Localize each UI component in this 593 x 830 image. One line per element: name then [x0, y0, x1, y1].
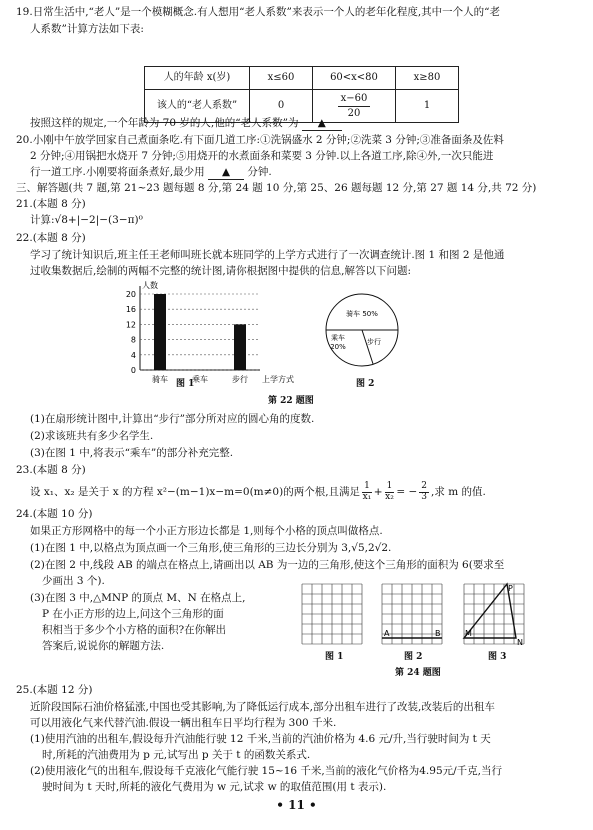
q24-part3d: 答案后,说说你的解题方法.	[42, 640, 165, 652]
pie-label-line: 20%	[330, 343, 346, 351]
q22-part1: (1)在扇形统计图中,计算出“步行”部分所对应的圆心角的度数.	[30, 413, 315, 425]
q20-line2: 2 分钟;④用锅把水烧开 7 分钟;⑤用烧开的水煮面条和菜要 3 分钟.以上各道工序,除④外,一次只能进	[30, 150, 494, 162]
grid3-caption: 图 3	[488, 652, 507, 662]
grid-figure1	[300, 582, 364, 646]
q23-plus: +	[373, 486, 383, 499]
page-number: • 11 •	[276, 798, 317, 812]
bar	[154, 294, 166, 370]
q24-head: 24.(本题 10 分)	[16, 508, 93, 520]
grid2-caption: 图 2	[404, 652, 423, 662]
q24-part2b: 少画出 3 个).	[42, 575, 105, 587]
q23-frac3-num: 2	[421, 481, 428, 491]
pie-slice-label: 步行	[367, 338, 381, 346]
fraction-denominator: 20	[347, 107, 361, 119]
q21-head: 21.(本题 8 分)	[16, 198, 86, 210]
y-tick-label: 12	[125, 320, 136, 330]
q19-line3	[30, 116, 342, 131]
grid-figure3	[462, 582, 526, 646]
label-n: N	[517, 638, 523, 647]
table-cell-range3: x≥80	[396, 67, 459, 90]
q25-line5: (2)使用液化气的出租车,假设每千克液化气能行驶 15~16 千米,当前的液化气价格为4.95元/千克,当行	[30, 765, 502, 777]
q25-line3: (1)使用汽油的出租车,假设每升汽油能行驶 12 千米,当前的汽油价格为 4.6 元/升,当行驶时间为 t 天	[30, 733, 491, 745]
q25-line2: 可以用液化气来代替汽油.假设一辆出租车日平均行程为 300 千米.	[30, 717, 337, 729]
q25-line6: 驶时间为 t 天时,所耗的液化气费用为 w 元,试求 w 的取值范围(用 t 表示).	[42, 781, 387, 793]
q22-head: 22.(本题 8 分)	[16, 232, 86, 244]
pie-label-line: 乘车	[331, 334, 345, 342]
y-axis-label: 人数	[142, 281, 158, 290]
label-a: A	[384, 629, 390, 638]
q24-part3b: P 在小正方形的边上,问这个三角形的面	[42, 608, 224, 620]
figure22-caption: 第 22 题图	[268, 396, 314, 406]
q20-line3-text: 行一道工序.小刚要将面条煮好,最少用	[30, 166, 205, 178]
q24-intro: 如果正方形网格中的每一个小正方形边长都是 1,则每个小格的顶点叫做格点.	[30, 525, 383, 537]
q23-head: 23.(本题 8 分)	[16, 464, 86, 476]
q21-body: 计算:√8+|−2|−(3−π)⁰	[30, 214, 143, 226]
q23-body	[30, 482, 486, 503]
x-tick-label: 乘车	[192, 375, 208, 384]
q20-line1: 20.小刚中午放学回家自己煮面条吃.有下面几道工序:①洗锅盛水 2 分钟;②洗菜 3 分钟;③准备面条及佐料	[16, 134, 504, 146]
x-axis-label: 上学方式	[262, 375, 294, 384]
y-tick-label: 4	[130, 350, 136, 360]
table-cell-value1: 0	[250, 90, 313, 123]
elderly-coefficient-table	[144, 66, 459, 123]
q25-line1: 近阶段国际石油价格猛涨,中国也受其影响,为了降低运行成本,部分出租车进行了改装,改装后的出租车	[30, 701, 495, 713]
q25-head: 25.(本题 12 分)	[16, 684, 93, 696]
figure1-caption: 图 1	[176, 379, 195, 389]
q20-line3-tail: 分钟.	[247, 166, 272, 178]
section-three-heading: 三、解答题(共 7 题,第 21~23 题每题 8 分,第 24 题 10 分,第 25、26 题每题 12 分,第 27 题 14 分,共 72 分)	[16, 182, 537, 194]
q22-line1: 学习了统计知识后,班主任王老师叫班长就本班同学的上学方式进行了一次调查统计.图 1 和图 2 是他通	[30, 249, 505, 261]
q24-part3a: (3)在图 3 中,△MNP 的顶点 M、N 在格点上,	[30, 592, 246, 604]
q23-frac2-num: 1	[386, 481, 393, 491]
q23-eq: = −	[396, 486, 418, 499]
q19-line3-text: 按照这样的规定,一个年龄为 70 岁的人,他的“老人系数”为	[30, 117, 299, 129]
table-cell-range2: 60<x<80	[313, 67, 396, 90]
x-tick-label: 步行	[232, 375, 248, 384]
q19-line1: 19.日常生活中,“老人”是一个模糊概念.有人想用“老人系数”来表示一个人的老年化程度,其中一个人的“老	[16, 6, 501, 18]
q23-body-tail: ,求 m 的值.	[431, 486, 486, 499]
figure2-caption: 图 2	[356, 379, 375, 389]
q23-frac1	[362, 482, 372, 503]
q23-frac1-num: 1	[364, 481, 370, 491]
table-row-label: 该人的“老人系数”	[145, 90, 250, 123]
answer-blank-20: ▲	[208, 165, 244, 180]
label-p: P	[508, 584, 513, 593]
table-header-age: 人的年龄 x(岁)	[145, 67, 250, 90]
fraction-numerator: x−60	[338, 92, 371, 107]
grid-figure2	[380, 582, 444, 646]
y-tick-label: 8	[130, 335, 136, 345]
q20-line3	[30, 165, 272, 180]
label-b: B	[435, 629, 441, 638]
q23-frac3	[419, 482, 429, 503]
label-m: M	[465, 629, 472, 638]
q23-frac2-den: x₂	[385, 491, 394, 502]
x-tick-label: 骑车	[152, 375, 168, 384]
q23-frac2	[385, 482, 395, 503]
table-cell-range1: x≤60	[250, 67, 313, 90]
grid1-caption: 图 1	[325, 652, 344, 662]
figure24-caption: 第 24 题图	[395, 668, 441, 678]
y-tick-label: 20	[125, 290, 136, 299]
q23-body-text: 设 x₁、x₂ 是关于 x 的方程 x²−(m−1)x−m=0(m≠0)的两个根,且满足	[30, 486, 361, 499]
q23-frac1-den: x₁	[362, 491, 372, 502]
q23-frac3-den: 3	[421, 491, 428, 502]
q22-part2: (2)求该班共有多少名学生.	[30, 430, 154, 442]
pie-chart-figure2	[318, 290, 408, 370]
q25-line4: 时,所耗的汽油费用为 p 元,试写出 p 关于 t 的函数关系式.	[42, 749, 311, 761]
bar	[234, 324, 246, 370]
y-tick-label: 16	[125, 305, 136, 315]
y-tick-label: 0	[130, 366, 136, 375]
q24-part3c: 积相当于多少个小方格的面积?在你解出	[42, 624, 227, 636]
table-cell-value3: 1	[396, 90, 459, 123]
q24-part2a: (2)在图 2 中,线段 AB 的端点在格点上,请画出以 AB 为一边的三角形,使这个三角形的面积为 6(要求至	[30, 559, 505, 571]
q19-line2: 人系数”计算方法如下表:	[30, 23, 144, 35]
q22-part3: (3)在图 1 中,将表示“乘车”的部分补充完整.	[30, 447, 234, 459]
answer-blank-19: ▲	[302, 116, 342, 131]
q24-part1: (1)在图 1 中,以格点为顶点画一个三角形,使三角形的三边长分别为 3,√5,2√2.	[30, 542, 392, 554]
q22-line2: 过收集数据后,绘制的两幅不完整的统计图,请你根据图中提供的信息,解答以下问题:	[30, 265, 412, 277]
pie-slice-label: 骑车 50%	[346, 310, 378, 318]
bar-chart-figure1	[112, 281, 294, 386]
